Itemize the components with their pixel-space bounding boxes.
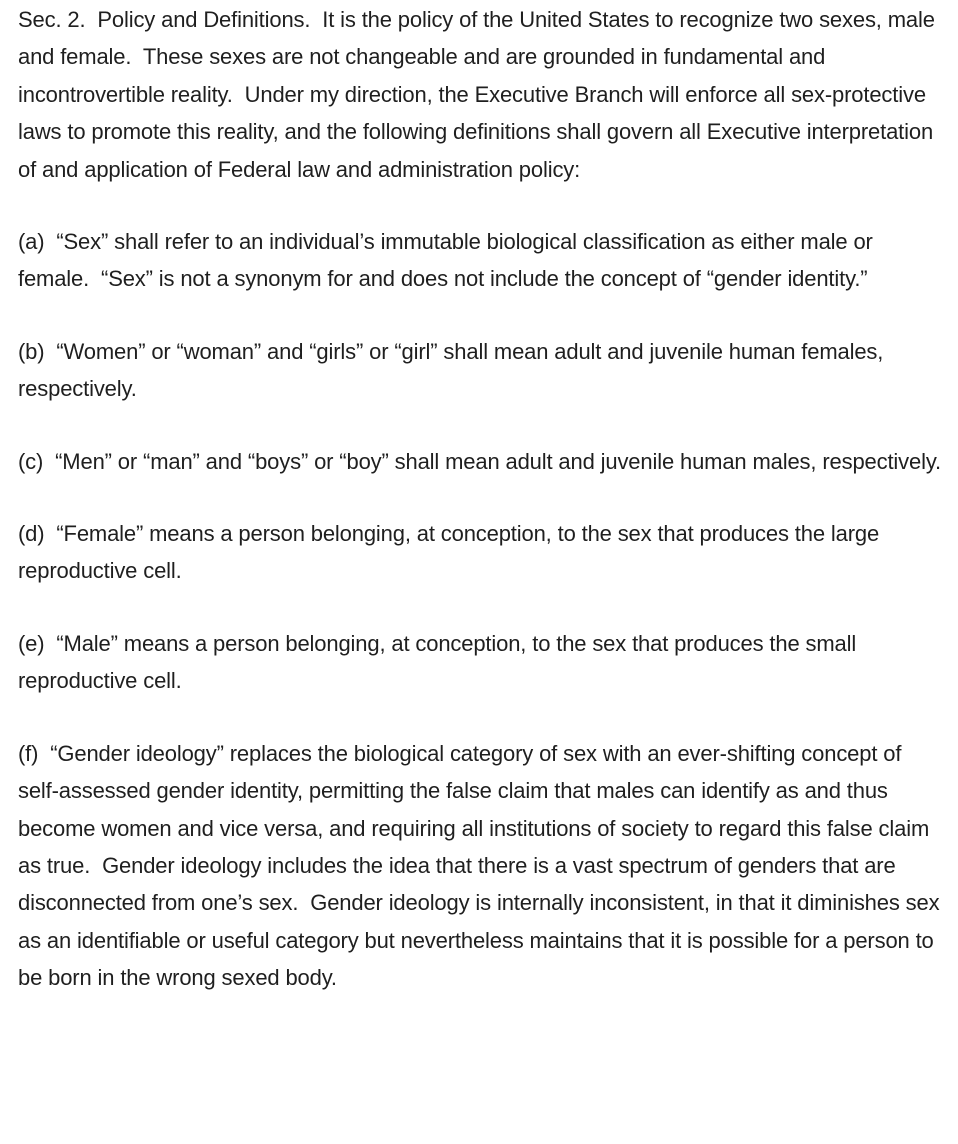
- paragraph-definition-b-women: (b) “Women” or “woman” and “girls” or “girl” shall mean adult and juvenile human females, respectively.: [18, 338, 890, 402]
- paragraph-definition-d-female: (d) “Female” means a person belonging, at conception, to the sex that produces the large reproductive cell.: [18, 521, 886, 584]
- paragraph-definition-e-male: (e) “Male” means a person belonging, at conception, to the sex that produces the small reproductive cell.: [18, 630, 863, 694]
- paragraph-policy-intro: Sec. 2. Policy and Definitions. It is the policy of the United States to recognize two sexes, male and female. These sexes are not changeable and are grounded in fundamental and incontrovertible reality. Under my direction, the Executive Branch will enforce all sex-protective laws to promote this reality, and the following definitions shall govern all Executive interpretation of and application of Federal law and administration policy:: [18, 7, 941, 182]
- paragraph-definition-f-gender-ideology: (f) “Gender ideology” replaces the biological category of sex with an ever-shifting concept of self-assessed gender identity, permitting the false claim that males can identify as and thus become women and vice versa, and requiring all institutions of society to regard this false claim as true. Gender ideology includes the idea that there is a vast spectrum of genders that are disconnected from one’s sex. Gender ideology is internally inconsistent, in that it diminishes sex as an identifiable or useful category but nevertheless maintains that it is possible for a person to be born in the wrong sexed body.: [18, 740, 946, 991]
- paragraph-definition-a-sex: (a) “Sex” shall refer to an individual’s immutable biological classification as either male or female. “Sex” is not a synonym for and does not include the concept of “gender identity.”: [18, 229, 879, 292]
- paragraph-definition-c-men: (c) “Men” or “man” and “boys” or “boy” shall mean adult and juvenile human males, respectively.: [18, 448, 942, 474]
